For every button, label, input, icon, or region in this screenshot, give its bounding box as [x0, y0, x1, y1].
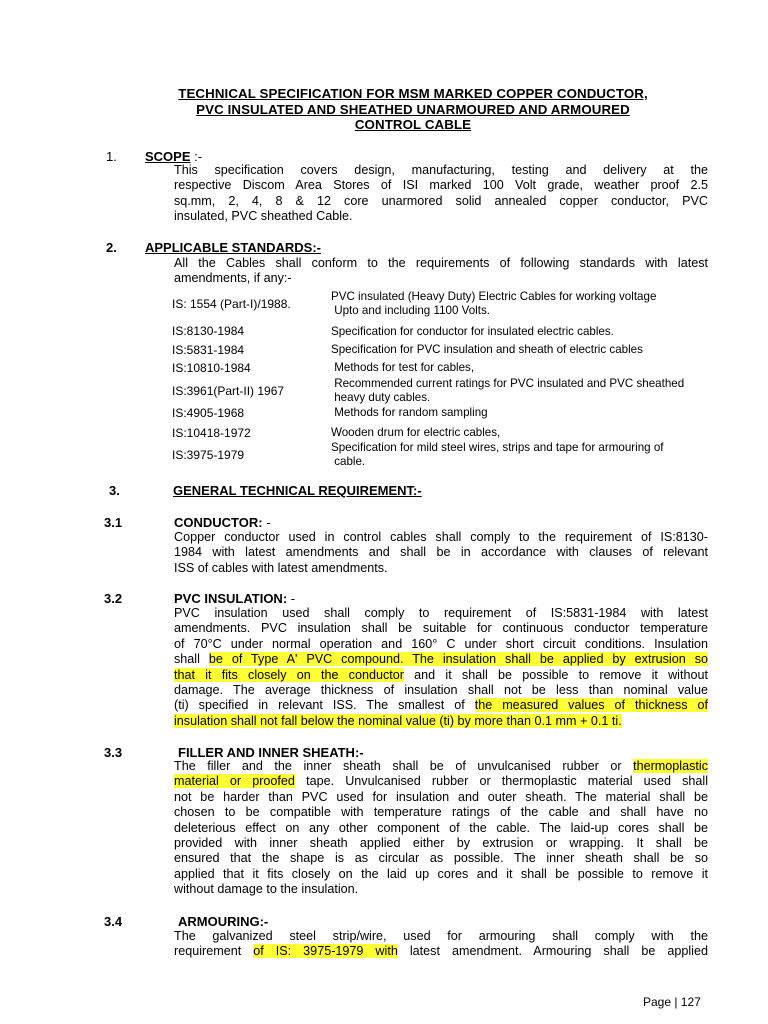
section-1-number: 1.	[106, 149, 117, 164]
section-2-number: 2.	[106, 240, 117, 255]
section-3-2-line	[174, 668, 708, 683]
section-3-1-line: 1984 with latest amendments and shall be in accordance with clauses of relevant	[174, 545, 708, 560]
section-3-3-line: chosen to be compatible with temperature ratings of the cable and shall have no	[174, 805, 708, 820]
standard-description-line: Specification for mild steel wires, strips and tape for armouring of	[331, 441, 664, 454]
section-3-3-line	[174, 759, 708, 774]
section-1-heading-suffix: :-	[190, 149, 203, 164]
highlighted-text: insulation shall not fall below the nominal value (ti) by more than 0.1 mm + 0.1 ti.	[174, 713, 622, 728]
section-3-2-line: of 70°C under normal operation and 160° C under short circuit conditions. Insulation	[174, 636, 708, 651]
section-3-1-heading-suffix: -	[262, 515, 271, 530]
section-1-line: insulated, PVC sheathed Cable.	[174, 209, 353, 224]
standard-description	[331, 325, 731, 339]
section-1-line: sq.mm, 2, 4, 8 & 12 core unarmored solid annealed copper conductor, PVC	[174, 193, 708, 208]
section-3-3-line: not be harder than PVC used for insulation and outer sheath. The material shall be	[174, 789, 708, 804]
section-3-3-line: without damage to the insulation.	[174, 882, 359, 897]
section-3-3-line: ensured that the shape is as circular as possible. The inner sheath shall be so	[174, 851, 708, 866]
section-3-4-text: requirement	[174, 944, 254, 959]
section-3-2-heading-text: PVC INSULATION:	[174, 591, 288, 606]
highlighted-text: material or proofed	[174, 774, 295, 789]
standard-description	[331, 343, 731, 357]
page-number: Page | 127	[643, 995, 701, 1009]
title-line-1: TECHNICAL SPECIFICATION FOR MSM MARKED COPPER CONDUCTOR,	[178, 86, 648, 101]
standard-description-line: Wooden drum for electric cables,	[331, 426, 501, 439]
standard-code: IS:8130-1984	[172, 324, 245, 338]
section-3-4-line: The galvanized steel strip/wire, used for armouring shall comply with the	[174, 929, 708, 943]
section-3-4-body	[174, 929, 708, 960]
standard-description-line: Methods for test for cables,	[331, 361, 475, 374]
section-3-2-line	[174, 714, 708, 729]
section-3-heading: GENERAL TECHNICAL REQUIREMENT:-	[173, 483, 422, 498]
highlighted-text: the measured values of thickness of	[474, 698, 708, 713]
standard-code: IS:4905-1968	[172, 406, 245, 420]
section-2-line: All the Cables shall conform to the requirements of following standards with latest	[174, 256, 708, 270]
section-1-heading-text: SCOPE	[145, 149, 191, 164]
section-2-line: amendments, if any:-	[174, 271, 292, 286]
section-3-3-number: 3.3	[104, 745, 123, 760]
highlighted-text: thermoplastic	[633, 759, 708, 773]
section-3-2-line	[174, 698, 708, 713]
section-3-1-line: ISS of cables with latest amendments.	[174, 560, 388, 575]
standard-code: IS: 1554 (Part-I)/1988.	[172, 297, 291, 311]
section-3-3-heading: FILLER AND INNER SHEATH:-	[178, 745, 364, 760]
standard-description	[331, 377, 731, 404]
section-3-2-text: (ti) specified in relevant ISS. The smallest of	[174, 698, 475, 713]
standard-description	[331, 441, 731, 468]
section-3-4-heading: ARMOURING:-	[178, 914, 269, 929]
section-3-3-line: provided with inner sheath applied either by extrusion or wrapping. It shall be	[174, 835, 708, 850]
section-3-2-line: PVC insulation used shall comply to requirement of IS:5831-1984 with latest	[174, 606, 708, 620]
section-3-2-text: shall	[174, 652, 209, 667]
section-3-3-line	[174, 774, 708, 789]
section-3-1-heading-text: CONDUCTOR:	[174, 515, 263, 530]
section-3-2-heading-suffix: -	[287, 591, 296, 606]
section-3-3-text: The filler and the inner sheath shall be of unvulcanised rubber or	[174, 759, 634, 773]
section-1-line: respective Discom Area Stores of ISI marked 100 Volt grade, weather proof 2.5	[174, 178, 708, 193]
section-1-body	[174, 163, 708, 225]
standard-code: IS:10810-1984	[172, 361, 251, 375]
section-3-2-text: and it shall be possible to remove it without	[403, 667, 708, 682]
section-3-1-number: 3.1	[104, 515, 123, 530]
standard-description-line: Methods for random sampling	[331, 406, 488, 419]
standard-code: IS:3975-1979	[172, 448, 245, 462]
standard-description-line: PVC insulated (Heavy Duty) Electric Cables for working voltage	[331, 290, 657, 303]
standard-description	[331, 361, 731, 375]
section-1-heading	[145, 149, 202, 164]
section-3-4-text: latest amendment. Armouring shall be applied	[397, 944, 708, 959]
section-3-3-text: tape. Unvulcanised rubber or thermoplastic material used shall	[294, 774, 709, 789]
section-3-2-body	[174, 606, 708, 729]
standard-description	[331, 406, 731, 420]
section-3-3-body	[174, 759, 708, 898]
title-line-2: PVC INSULATED AND SHEATHED UNARMOURED AND ARMOURED	[196, 101, 630, 117]
section-3-2-line: damage. The average thickness of insulation shall not be less than nominal value	[174, 682, 708, 697]
section-3-4-number: 3.4	[104, 914, 123, 929]
standard-description-line: Recommended current ratings for PVC insulated and PVC sheathed	[331, 377, 685, 390]
highlighted-text: be of Type A' PVC compound. The insulation shall be applied by extrusion so	[208, 652, 708, 667]
section-3-number: 3.	[109, 483, 120, 498]
section-1-line: This specification covers design, manufacturing, testing and delivery at the	[174, 163, 708, 177]
section-2-body	[174, 256, 708, 287]
section-2-heading: APPLICABLE STANDARDS:-	[145, 240, 321, 255]
section-3-2-heading	[174, 591, 295, 606]
standard-description-line: cable.	[331, 454, 366, 468]
section-3-4-line	[174, 944, 708, 959]
standard-description-line: Specification for conductor for insulated electric cables.	[331, 325, 614, 338]
section-3-1-heading	[174, 515, 271, 530]
section-3-2-line: amendments. PVC insulation shall be suitable for continuous conductor temperature	[174, 621, 708, 636]
section-3-3-line: applied that it fits closely on the laid up cores and it shall be possible to remove it	[174, 866, 708, 881]
standard-description-line: Upto and including 1100 Volts.	[331, 303, 490, 317]
standard-description	[331, 290, 731, 317]
standard-description-line: Specification for PVC insulation and sheath of electric cables	[331, 343, 643, 356]
document-title	[0, 86, 768, 133]
standard-description-line: heavy duty cables.	[331, 390, 431, 404]
highlighted-text: that it fits closely on the conductor	[174, 667, 404, 682]
section-3-1-body	[174, 530, 708, 576]
title-line-3: CONTROL CABLE	[354, 117, 472, 132]
section-3-1-line: Copper conductor used in control cables shall comply to the requirement of IS:8130-	[174, 530, 708, 544]
standard-code: IS:3961(Part-II) 1967	[172, 384, 285, 398]
highlighted-text: of IS: 3975-1979 with	[253, 944, 398, 959]
standard-code: IS:10418-1972	[172, 426, 251, 440]
standard-code: IS:5831-1984	[172, 343, 245, 357]
section-3-2-line	[174, 652, 708, 667]
section-3-2-number: 3.2	[104, 591, 123, 606]
section-3-3-line: deleterious effect on any other component of the cable. The laid-up cores shall be	[174, 820, 708, 835]
standard-description	[331, 426, 731, 440]
